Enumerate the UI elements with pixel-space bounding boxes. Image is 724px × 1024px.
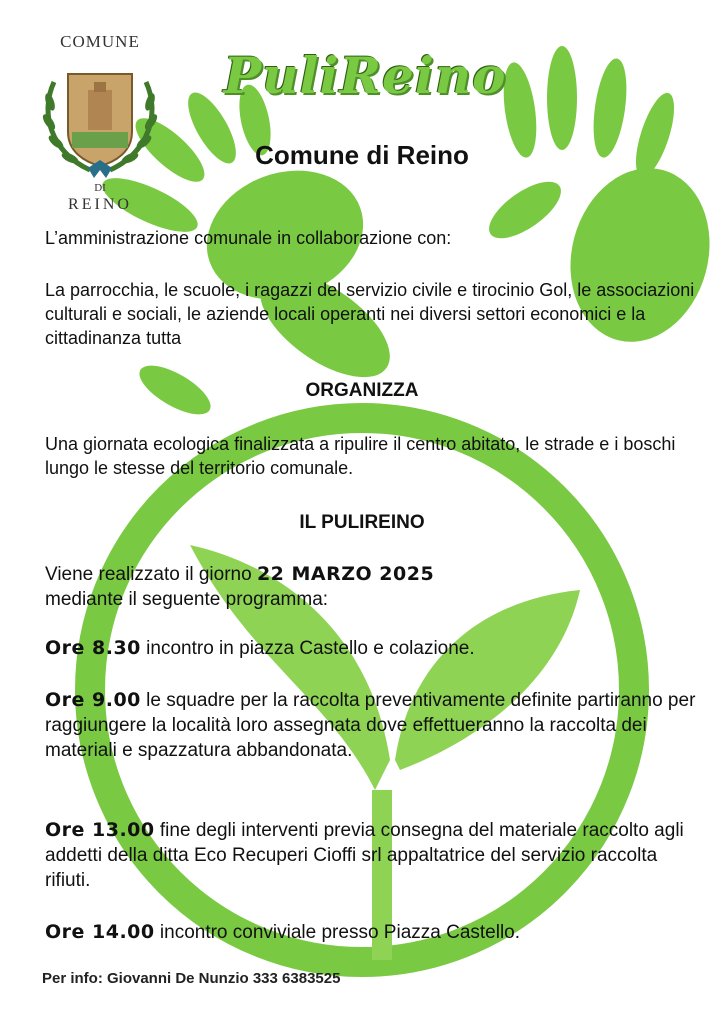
program-time: Ore 9.00	[45, 689, 141, 711]
program-item	[45, 920, 705, 945]
program-time: Ore 14.00	[45, 921, 155, 943]
crest-di-label: DI	[94, 182, 106, 194]
program-time: Ore 13.00	[45, 819, 155, 841]
description-text: Una giornata ecologica finalizzata a ripulire il centro abitato, le strade e i boschi lungo le stesse del territorio comunale.	[45, 434, 676, 478]
program-item	[45, 818, 705, 893]
contact-info: Per info: Giovanni De Nunzio 333 6383525	[42, 970, 341, 987]
program-time: Ore 8.30	[45, 637, 141, 659]
date-line2: mediante il seguente programma:	[45, 589, 329, 610]
event-date: 22 MARZO 2025	[256, 563, 435, 585]
program-text: fine degli interventi previa consegna del materiale raccolto agli addetti della ditta Eco Recuperi Cioffi srl appaltatrice del servizio raccolta rifiuti.	[45, 820, 684, 891]
heading-event: IL PULIREINO	[299, 512, 425, 533]
date-paragraph	[45, 562, 705, 612]
program-text: le squadre per la raccolta preventivamente definite partiranno per raggiungere la località loro assegnata dove effettueranno la raccolta dei materiali e spazzatura abbandonata.	[45, 690, 696, 761]
date-prefix: Viene realizzato il giorno	[45, 564, 257, 585]
crest-top-label: COMUNE	[60, 32, 140, 51]
crest-name-label: REINO	[68, 196, 132, 213]
pulireino-logo-title: PuliReino	[223, 46, 507, 105]
page-title: Comune di Reino	[255, 140, 469, 170]
program-text: incontro conviviale presso Piazza Castello.	[154, 922, 521, 943]
intro-text: L’amministrazione comunale in collaborazione con:	[45, 228, 452, 248]
heading-organizza: ORGANIZZA	[305, 380, 419, 401]
program-item	[45, 636, 705, 661]
program-text: incontro in piazza Castello e colazione.	[140, 638, 475, 659]
program-item	[45, 688, 705, 763]
partners-text: La parrocchia, le scuole, i ragazzi del servizio civile e tirocinio Gol, le associazioni culturali e sociali, le aziende locali operanti nei diversi settori economici e la cittadinanza tutta	[45, 280, 695, 348]
